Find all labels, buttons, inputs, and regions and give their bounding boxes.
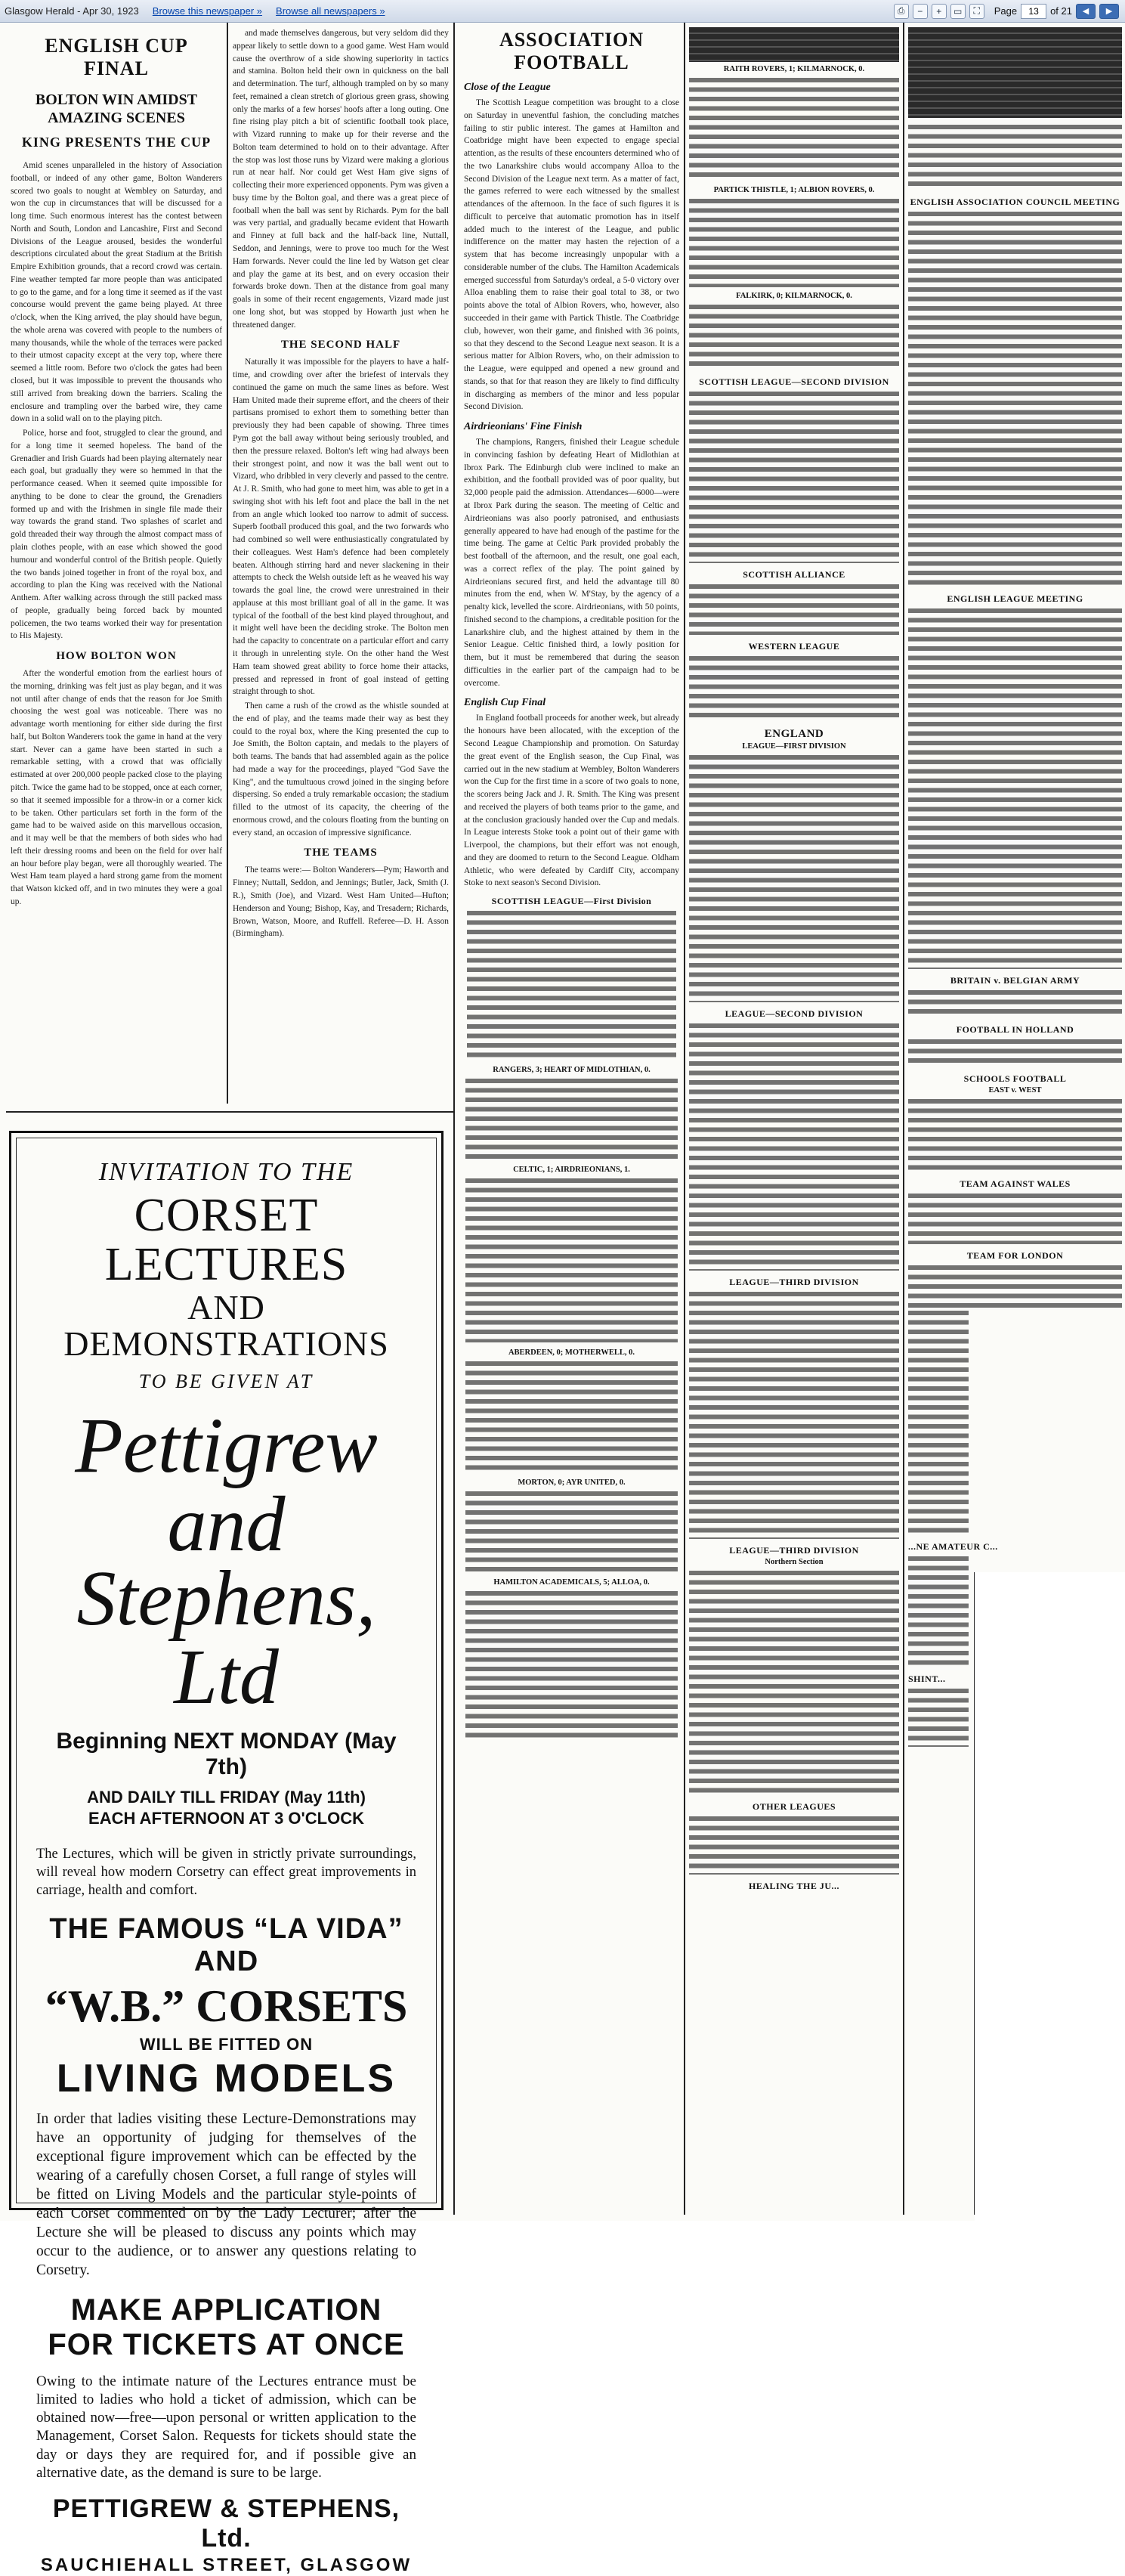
prev-page-button[interactable]: ◀	[1076, 4, 1096, 19]
section-english-cup-final: English Cup Final	[464, 697, 546, 709]
print-icon[interactable]: ⎙	[894, 4, 909, 19]
crosshead-second-half: THE SECOND HALF	[280, 339, 401, 351]
healing-title: HEALING THE JU...	[749, 1881, 839, 1891]
western-league-title: WESTERN LEAGUE	[748, 641, 840, 652]
ad-each-afternoon: EACH AFTERNOON AT 3 O'CLOCK	[88, 1808, 364, 1828]
ad-make-application	[36, 2293, 416, 2362]
league-table	[689, 582, 899, 635]
subheadline-bolton-win: BOLTON WIN AMIDST AMAZING SCENES	[35, 91, 198, 126]
viewer-toolbar	[0, 0, 1125, 23]
blank-margin-area	[975, 1572, 1125, 2221]
ad-paragraph: In order that ladies visiting these Lecture-Demonstrations may have an opportunity of judging for themselves of the exceptional figure improvement which can be effected by the wearing of a carefully chosen Corset, a full range of styles will be fitted on Living Models and the particular style-points of each Corset commented on by the Lady Lecturer; after the Lecture she will be pleased to discuss any points which may occur to the audience, or to answer any questions relating to Corsetry.	[36, 2110, 416, 2278]
advertisement-frame	[16, 1138, 437, 2576]
article-body	[11, 159, 222, 642]
paragraph: Then came a rush of the crowd as the whistle sounded at the end of play, and the teams made their way as best they could to the royal box, where the King presented the cup to Joe Smith, the Bolton captain, and medals to the players of both teams. The bands that had assembled again as the police had made a way for the proceedings, played "God Save the King", and the tumultuous crowd joined in the singing before dispersing. So ended a truly remarkable occasion; the stadium filled to the utmost of its capacity, the cheering of the enormous crowd, and the colours floating from the bunting on every stand, an occasion of impressive significance.	[233, 701, 449, 838]
ad-company-name: PETTIGREW & STEPHENS, Ltd.	[52, 2494, 400, 2553]
next-page-button[interactable]: ▶	[1099, 4, 1119, 19]
article-body	[464, 97, 679, 413]
east-west-title: EAST v. WEST	[988, 1086, 1042, 1094]
ad-brand-line2: Stephens, Ltd	[76, 1554, 376, 1720]
scottish-league-first-division-title: SCOTTISH LEAGUE—First Division	[491, 896, 652, 907]
paragraph: Naturally it was impossible for the players to have a half-time, and crowding over after the briefest of intervals they continued the game on much the same lines as before. West Ham United made their supreme effort, and the cheers of their partisans promised to exhort them to something better than previously they had been capable of showing. Three times Pym got the ball away without being seriously troubled, and then the pressure relaxed. Bolton's left wing had always been their strongest point, and now it was the ball went out to Vizard, who dribbled in very cleverly and passed to the centre. At J. R. Smith, who had gone to meet him, was able to get in a swinging shot with his left foot and place the ball in the net from an angle which looked too narrow to admit of success. Superb football produced this goal, and the two forwards who had combined so well were enthusiastically congratulated by their colleagues. West Ham's defence had been completely beaten. Although stirring hard and never slackening in their attempts to check the Welsh outside left as he weaved his way towards the goal line, the crowd were unrestrained in their applause at this most brilliant goal of all in the game. It was typical of the football of the best kind played throughout, and it might well have been the deciding stroke. The Bolton men had the capacity to concentrate on a particular effort and carry it through in unrelenting style. On the other hand the West Ham team showed great ability to force home their attacks, pressed and repressed in front of goal instead of getting straight through to shot.	[233, 358, 449, 697]
zoom-out-icon[interactable]: −	[913, 4, 928, 19]
smudged-print	[908, 27, 1122, 118]
article-cup-final-col2	[233, 27, 449, 1108]
news-text	[908, 1037, 1122, 1067]
paragraph: After the wonderful emotion from the earliest hours of the morning, drinking was felt just as play began, and it was not until after change of ends that the reason for Joe Smith choosing the west goal was noticeable. There was no advantage worth mentioning for either side during the first half, but Bolton Wanderers took the game in hand at the very start. Never can a game have been started in such a remarkable setting, with a crowd that was officially estimated at over 200,000 people packed close to the playing pitch. Twice the game had to be stopped, once at each corner, so that it seemed impossible for a throw-in or a corner kick to be taken. Other particulars set forth in the form of the game had to be waived aside on this marvellous occasion, and it may well be that the members of both sides who had left their dressing rooms and been on the field for over half an hour before play began, were all thoroughly wearied. The West Ham team played a hard strong game from the moment that Watson kicked off, and in two minutes they were a goal up.	[11, 669, 222, 906]
ad-beginning-date: Beginning NEXT MONDAY (May 7th)	[56, 1728, 397, 1779]
column-rule	[227, 23, 228, 1104]
match-result: MORTON, 0; AYR UNITED, 0.	[518, 1478, 626, 1488]
match-report	[465, 1076, 678, 1160]
league-table	[689, 1021, 899, 1271]
paragraph: Amid scenes unparalleled in the history of Association football, or indeed of any other game, Bolton Wanderers scored two goals to nought at Wembley on Saturday, and won the cup in circumstances that will be discussed for a long time. Such enormous interest has the contest between North and South, London and Lancashire, First and Second Divisions of the League aroused, besides the wonderful descriptions circulated about the great Stadium at the British Empire Exhibition grounds, that a record crowd was certain. Fine weather tempted far more people than was anticipated to go to the game, and for a long time it seemed as if the vast concourse would prevent the game being played. At three o'clock, when the King arrived, the play should have begun, the whole arena was covered with people to the numbers of many thousands, while the whole of the terraces were packed to their utmost capacity except at the very top, where there seemed a little room. Before two o'clock the gates had been closed, but it was impossible to prevent the thousands who still arrived from breaking down the barriers. Scaling the enclosure and trampling over the barbed wire, they came down in a solid wall on to the playing pitch.	[11, 161, 222, 424]
news-text	[908, 606, 1122, 969]
amateur-title: ...NE AMATEUR C...	[908, 1541, 998, 1552]
english-league-meeting-title: ENGLISH LEAGUE MEETING	[947, 593, 1083, 604]
ad-famous-la-vida: THE FAMOUS “LA VIDA” AND	[49, 1912, 403, 1977]
league-table	[689, 389, 899, 563]
league-table	[689, 1568, 899, 1795]
crosshead-the-teams: THE TEAMS	[304, 847, 378, 859]
paragraph: The teams were:— Bolton Wanderers—Pym; Haworth and Finney; Nuttall, Seddon, and Jennings; Butler, Jack, Smith (J. R.), Smith (Joe), and Vizard. West Ham United—Hufton; Henderson and Young; Bishop, Kay, and Tresadern; Richards, Brown, Watson, Moore, and Ruffell. Referee—D. H. Asson (Birmingham).	[233, 865, 449, 939]
column-rule	[453, 23, 455, 2215]
article-association-football	[464, 27, 679, 2212]
article-body	[233, 356, 449, 839]
ad-make-line2: FOR TICKETS AT ONCE	[48, 2327, 405, 2361]
league-table	[689, 1814, 899, 1875]
northern-section-label: Northern Section	[765, 1558, 824, 1566]
match-result: RAITH ROVERS, 1; KILMARNOCK, 0.	[723, 65, 865, 73]
ad-living-models: LIVING MODELS	[56, 2056, 397, 2101]
section-close-of-league: Close of the League	[464, 82, 551, 93]
article-cup-final-col1	[11, 27, 222, 1108]
news-text	[908, 1263, 1122, 1308]
league-table	[689, 1290, 899, 1539]
page-count: of 21	[1050, 5, 1072, 17]
article-body	[464, 712, 679, 890]
crosshead-how-bolton-won: HOW BOLTON WON	[56, 650, 177, 663]
ad-wb-corsets: “W.B.” CORSETS	[45, 1980, 408, 2031]
team-for-london-title: TEAM FOR LONDON	[966, 1250, 1064, 1261]
ad-daily-till: AND DAILY TILL FRIDAY (May 11th)	[87, 1787, 366, 1807]
scottish-second-division-title: SCOTTISH LEAGUE—SECOND DIVISION	[699, 376, 889, 387]
match-report	[465, 1359, 678, 1472]
other-leagues-title: OTHER LEAGUES	[752, 1801, 836, 1812]
fit-page-icon[interactable]: ▭	[950, 4, 966, 19]
newspaper-page	[0, 23, 1125, 2576]
ad-fitted-on: WILL BE FITTED ON	[139, 2034, 314, 2054]
ad-paragraph: The Lectures, which will be given in strictly private surroundings, will reveal how modern Corsetry can effect great improvements in carriage, health and comfort.	[36, 1846, 416, 1898]
column-rule	[974, 1572, 975, 2215]
page-label: Page	[994, 5, 1018, 17]
subheadline-king-presents: KING PRESENTS THE CUP	[21, 135, 212, 150]
headline-english-cup-final: ENGLISH CUP FINAL	[45, 35, 188, 79]
england-title: ENGLAND	[764, 728, 824, 740]
match-report	[465, 1176, 678, 1342]
match-result: RANGERS, 3; HEART OF MIDLOTHIAN, 0.	[493, 1066, 651, 1075]
news-text	[908, 122, 1122, 190]
match-result: ABERDEEN, 0; MOTHERWELL, 0.	[508, 1348, 635, 1358]
english-third-division-north-title: LEAGUE—THIRD DIVISION	[729, 1545, 859, 1556]
match-report	[689, 302, 899, 370]
article-body	[464, 436, 679, 689]
news-text-fragment	[908, 1686, 969, 1747]
ad-brand-line1: Pettigrew and	[75, 1401, 378, 1568]
match-result: FALKIRK, 0; KILMARNOCK, 0.	[736, 292, 852, 300]
browse-newspaper-link[interactable]: Browse this newspaper »	[152, 5, 263, 17]
match-report	[689, 197, 899, 287]
match-result: PARTICK THISTLE, 1; ALBION ROVERS, 0.	[713, 186, 875, 194]
paragraph: and made themselves dangerous, but very seldom did they appear likely to settle down to a good game. West Ham would cause the overthrow of a side showing superiority in tactics and stamina. Bolton held their own in quickness on the ball and determination. The turf, although trampled on by so many feet, remained a clean stretch of glorious green grass, showing only the marks of a few horses' hoofs after a long outing. One fine rising play pitch a bit of scientific football took place, with Vizard running to make up for their reverse and the Bolton team determined to hold on to their advantage. After the stop was lost those runs by Vizard were making a glorious run at near half. Nor could get West Ham give signs of collecting their more experienced opponents. Pym was given a busy time by the Bolton goal, and there was a great piece of football when the ball was sent by Richards. Pym for the ball was very partial, and gradually became evident that Howarth and Finney at full back and the half-back line, Nuttall, Seddon, and Jennings, were to prove too much for the West Ham forwards. Never could the line led by Watson get clear and play the game at its best, and on every occasion their forwards broke down. Then at the distance from goal many goals in some of their recent engagements, Vizard made just one long shot, but was stopped by Howarth just when he threatened danger.	[233, 29, 449, 330]
schools-football-title: SCHOOLS FOOTBALL	[963, 1073, 1067, 1084]
ad-paragraph: Owing to the intimate nature of the Lectures entrance must be limited to ladies who hold a ticket of admission, which can be obtained now—free—upon personal or written application to the Management, Corset Salon. Requests for tickets should state the day or days they are required for, and if possible give an alternative date, as the demand is sure to be large.	[36, 2373, 416, 2482]
match-report	[465, 1589, 678, 1740]
paragraph: The champions, Rangers, finished their League schedule in convincing fashion by defeating Heart of Midlothian at Ibrox Park. The Edinburgh club were inclined to make an exhibition, and the football provided was of poor quality, but 32,000 people paid the admission. Attendances—6000—were at Ibrox Park during the season. The meeting of Celtic and Airdrieonians was also poorly patronised, and enthusiasts generally appeared to have had enough of the pastime for the time being. The game at Celtic Park provided probably the best football of the afternoon, and the result, one goal each, was a correct reflex of the play. The point gained by Airdrieonians secured first, and held the advantage till 80 minutes from the end, when W. M'Stay, by the agency of a penalty kick, levelled the score. Airdrieonians, with 50 points, finished second to the champions, a creditable position for the Lanarkshire club, and the highest attained by them in the Senior League. Celtic finished third, a lowly position for them, but it must be remembered that during the season difficulties in the earlier part of the campaign had to be overcome.	[464, 438, 679, 688]
football-holland-title: FOOTBALL IN HOLLAND	[956, 1024, 1074, 1035]
viewer-controls	[894, 4, 1125, 19]
fullscreen-icon[interactable]: ⛶	[969, 4, 984, 19]
ad-demonstrations: AND DEMONSTRATIONS	[63, 1288, 389, 1364]
league-table	[689, 654, 899, 722]
article-body	[233, 864, 449, 940]
news-text-fragment	[908, 1554, 969, 1667]
league-table	[467, 909, 676, 1060]
corset-lectures-advertisement	[9, 1131, 444, 2576]
paragraph: The Scottish League competition was brought to a close on Saturday in uneventful fashion, the concluding matches failing to stir public interest. The games at Hamilton and Coatbridge might have been expected to engage special attention, as the results of these encounters determined who of the two Lanarkshire clubs would accompany Alloa to the Second Division of the League next term. As a matter of fact, the games referred to were each witnessed by the smallest attendances of the afternoon. In the face of such figures it is difficult to perceive that automatic promotion has in itself added much to the interest of the League, and public indifference on the matter may hasten the rejection of a system that has become increasingly unpopular with a considerable number of the clubs. The Hamilton Academicals emerged successful from Saturday's ordeal, a 5-0 victory over Alloa enabling them to raise their goal total to 38, or two points above the total of Albion Rovers, who, however, also succeeded in their game with Partick Thistle. The Coatbridge club, however, won their game, and finished with 36 points, so that they descend to the Second League next season. It is a serious matter for Albion Rovers, who, on their admission to the League, were equipped and opened a new ground and stands, so that for that reason they are likely to find difficulty in discharging as members of the minor and less popular Second Division.	[464, 98, 679, 412]
match-report	[465, 1489, 678, 1572]
paragraph: In England football proceeds for another week, but already the honours have been allocated, with the exception of the Second League Championship and promotion. On Saturday the great event of the English season, the Cup Final, was carried out in the new stadium at Wembley, Bolton Wanderers won the Cup for the first time in a score of two goals to none, the scorers being Jack and J. R. Smith. The King was present and received the players of both teams prior to the game, and at the conclusion graciously handed over the Cup and medals. In League interests Stoke took a point out of their game with Liverpool, the champions, but their effort was not enough, and they are doomed to return to the Second League. Oldham Athletic, who were defeated by Cardiff City, accompany Stoke to next season's Second Division.	[464, 714, 679, 888]
headline-association-football: ASSOCIATION FOOTBALL	[499, 29, 644, 73]
zoom-in-icon[interactable]: +	[932, 4, 947, 19]
paragraph: Police, horse and foot, struggled to clear the ground, and for a long time it seemed hopeless. The band of the Grenadier and Irish Guards had been playing alternately near each goal, but gradually they were so hemmed in that the performance ceased. When it seemed quite impossible for anything to be done to clear the ground, the Grenadiers formed up and with the Irishmen in single file made their way towards the grand stand. Two splashes of scarlet and gold threaded their way through the almost compact mass of plain clothes people, with an ease which showed the good humour and wonderful control of the British people. Quietly the two bands joined together in front of the royal box, and according to plan the King was received with the National Anthem. After walking across through the still packed mass of people, gradually being forced back by mounted policemen, the two teams worked their way for presentation to His Majesty.	[11, 429, 222, 641]
article-body	[11, 667, 222, 909]
council-meeting-title: ENGLISH ASSOCIATION COUNCIL MEETING	[910, 197, 1120, 207]
english-first-division-title: LEAGUE—FIRST DIVISION	[742, 742, 846, 751]
smudged-print	[689, 27, 899, 62]
page-number-input[interactable]	[1021, 4, 1046, 19]
news-text	[908, 988, 1122, 1018]
article-body	[233, 27, 449, 331]
match-result: CELTIC, 1; AIRDRIEONIANS, 1.	[513, 1166, 630, 1175]
ad-corset-lectures: CORSET LECTURES	[104, 1190, 348, 1291]
ad-address: SAUCHIEHALL STREET, GLASGOW	[40, 2555, 413, 2576]
browse-all-newspapers-link[interactable]: Browse all newspapers »	[276, 5, 385, 17]
football-results-column	[689, 27, 899, 2212]
column-rule	[684, 23, 685, 2215]
match-report	[689, 76, 899, 181]
ad-make-line1: MAKE APPLICATION	[70, 2293, 382, 2327]
paper-date: Glasgow Herald - Apr 30, 1923	[5, 5, 139, 17]
news-text	[908, 1097, 1122, 1172]
britain-belgian-title: BRITAIN v. BELGIAN ARMY	[950, 975, 1080, 986]
english-second-division-title: LEAGUE—SECOND DIVISION	[725, 1008, 864, 1019]
section-airdrieonians: Airdrieonians' Fine Finish	[464, 421, 583, 433]
english-third-division-south-title: LEAGUE—THIRD DIVISION	[729, 1277, 859, 1287]
ad-invitation: INVITATION TO THE	[98, 1158, 354, 1186]
section-rule	[6, 1111, 453, 1113]
shinty-title: SHINT...	[908, 1673, 946, 1684]
team-against-wales-title: TEAM AGAINST WALES	[960, 1178, 1071, 1189]
match-result: HAMILTON ACADEMICALS, 5; ALLOA, 0.	[493, 1578, 650, 1587]
column-rule	[903, 23, 904, 2215]
ad-given-at: TO BE GIVEN AT	[138, 1370, 314, 1392]
league-table	[689, 753, 899, 1002]
news-text-fragment	[908, 1308, 969, 1535]
scottish-alliance-title: SCOTTISH ALLIANCE	[743, 569, 845, 580]
news-text	[908, 209, 1122, 587]
news-text	[908, 1191, 1122, 1244]
